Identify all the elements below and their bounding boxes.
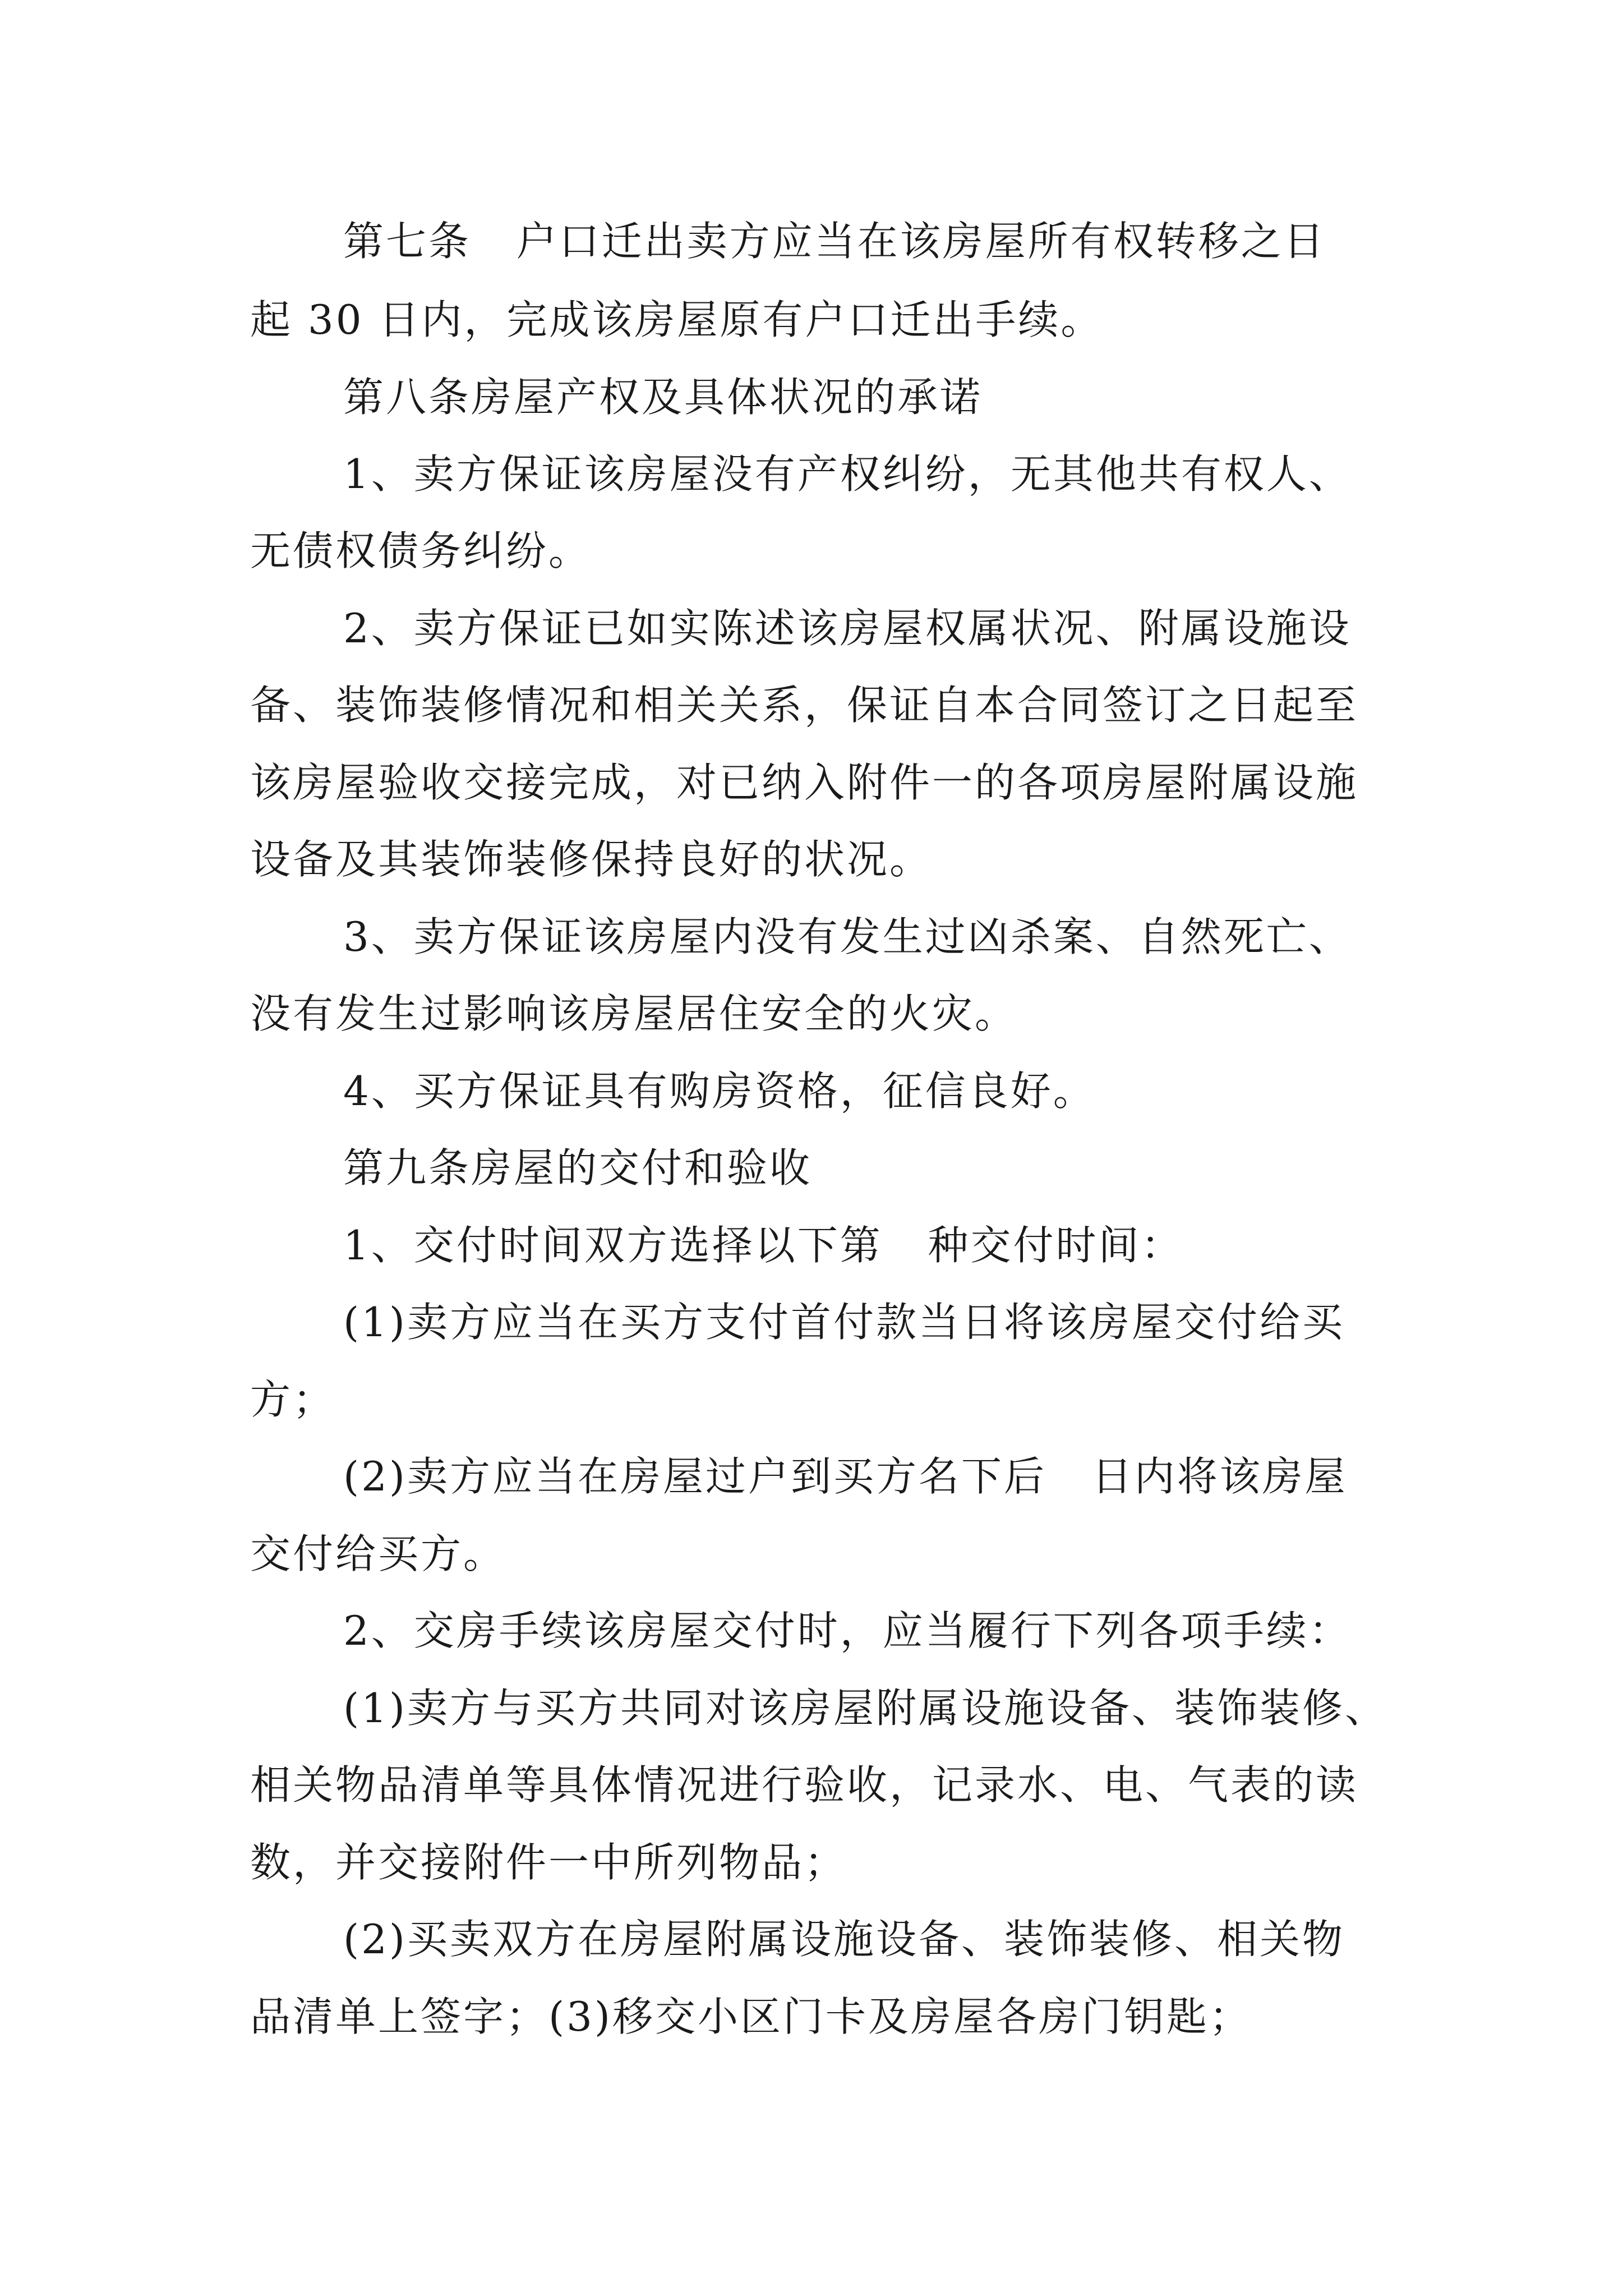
article-9-item-2-line: 2、交房手续该房屋交付时，应当履行下列各项手续： xyxy=(343,1607,1352,1654)
article-9-procedure-2-line: (2)买卖双方在房屋附属设施设备、装饰装修、相关物 xyxy=(343,1916,1345,1963)
article-7-title-line: 第七条 户口迁出卖方应当在该房屋所有权转移之日 xyxy=(343,218,1326,265)
article-9-heading: 第九条房屋的交付和验收 xyxy=(343,1144,813,1191)
article-9-procedure-2-line: 品清单上签字；(3)移交小区门卡及房屋各房门钥匙； xyxy=(250,1993,1252,2040)
article-8-heading: 第八条房屋产权及具体状况的承诺 xyxy=(343,374,983,421)
article-9-option-1-line: (1)卖方应当在买方支付首付款当日将该房屋交付给买 xyxy=(343,1299,1345,1346)
article-8-item-3-line: 没有发生过影响该房屋居住安全的火灾。 xyxy=(250,990,1018,1037)
article-8-item-2-line: 2、卖方保证已如实陈述该房屋权属状况、附属设施设 xyxy=(343,605,1352,652)
article-7-text-line: 起 30 日内，完成该房屋原有户口迁出手续。 xyxy=(250,296,1104,343)
article-9-procedure-1-line: 数，并交接附件一中所列物品； xyxy=(250,1839,847,1886)
article-8-item-4-line: 4、买方保证具有购房资格，征信良好。 xyxy=(343,1068,1096,1115)
article-9-option-1-line: 方； xyxy=(250,1376,336,1423)
article-8-item-2-line: 备、装饰装修情况和相关关系，保证自本合同签订之日起至 xyxy=(250,682,1359,729)
article-8-item-1-line: 无债权债务纠纷。 xyxy=(250,527,592,574)
article-9-procedure-1-line: 相关物品清单等具体情况进行验收，记录水、电、气表的读 xyxy=(250,1761,1359,1809)
article-9-procedure-1-line: (1)卖方与买方共同对该房屋附属设施设备、装饰装修、 xyxy=(343,1685,1387,1732)
article-9-option-2-line: (2)卖方应当在房屋过户到买方名下后 日内将该房屋 xyxy=(343,1453,1348,1500)
article-9-item-1-line: 1、交付时间双方选择以下第 种交付时间： xyxy=(343,1222,1184,1269)
article-9-option-2-line: 交付给买方。 xyxy=(250,1530,506,1577)
article-8-item-3-line: 3、卖方保证该房屋内没有发生过凶杀案、自然死亡、 xyxy=(343,913,1352,960)
article-8-item-1-line: 1、卖方保证该房屋没有产权纠纷，无其他共有权人、 xyxy=(343,450,1352,498)
article-8-item-2-line: 该房屋验收交接完成，对已纳入附件一的各项房屋附属设施 xyxy=(250,759,1359,806)
article-8-item-2-line: 设备及其装饰装修保持良好的状况。 xyxy=(250,836,933,883)
